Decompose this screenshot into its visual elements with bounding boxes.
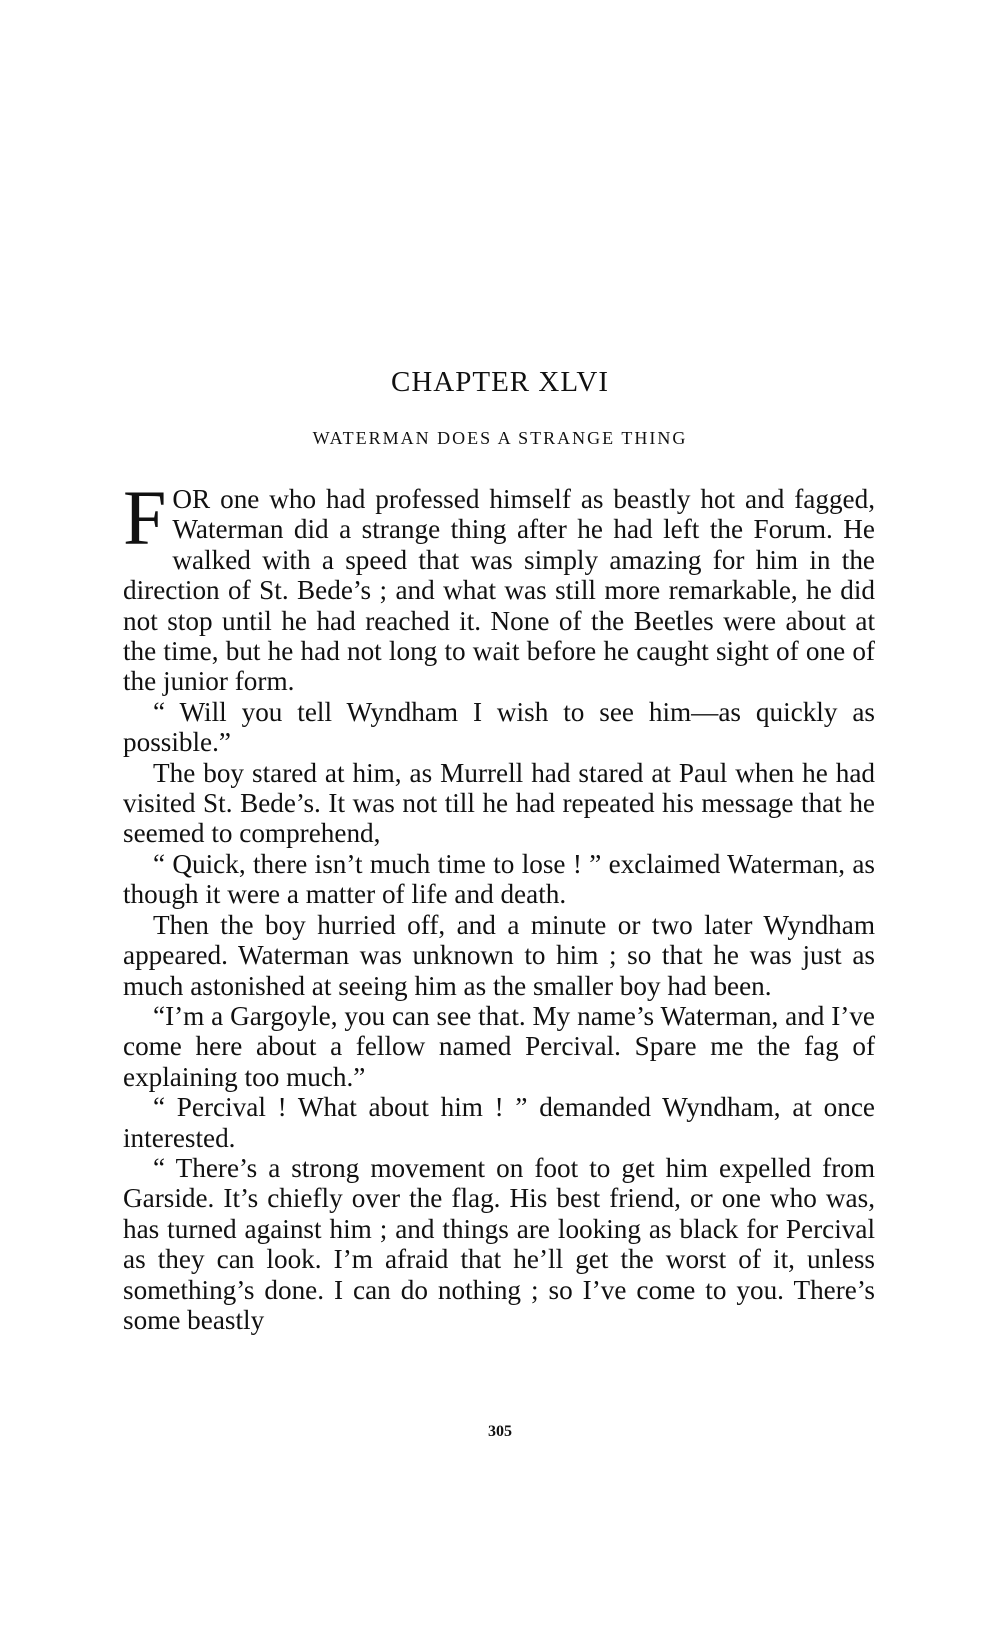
chapter-subtitle: WATERMAN DOES A STRANGE THING [312,428,688,448]
paragraph-text: OR one who had professed himself as beastly hot and fagged, Waterman did a strange thing after he had left the Forum. He walked with a speed that was simply amazing for him in the direction of St. Bede’s ; and what was still more remarkable, he did not stop until he had reached it. None of the Beetles were about at the time, but he had not long to wait before he caught sight of one of the junior form. [123,484,875,697]
paragraph: The boy stared at him, as Murrell had stared at Paul when he had visited St. Bede’s. It was not till he had repeated his message that he seemed to comprehend, [123,757,875,849]
body-text [123,474,875,1335]
page-number: 305 [488,1423,512,1440]
paragraph: “I’m a Gargoyle, you can see that. My name’s Waterman, and I’ve come here about a fellow named Percival. Spare me the fag of explaining too much.” [123,1000,875,1092]
paragraph: “ Percival ! What about him ! ” demanded Wyndham, at once interested. [123,1092,875,1153]
paragraph: “ Will you tell Wyndham I wish to see him—as quickly as possible.” [123,696,875,758]
paragraph: “ Quick, there isn’t much time to lose ! ” exclaimed Waterman, as though it were a matter of life and death. [123,848,875,910]
chapter-title: CHAPTER XLVI [391,366,609,398]
drop-cap: F [123,474,167,561]
paragraph [123,474,875,697]
paragraph: Then the boy hurried off, and a minute or two later Wyndham appeared. Waterman was unknown to him ; so that he was just as much astonished at seeing him as the smaller boy had been. [123,909,875,1001]
paragraph: “ There’s a strong movement on foot to get him expelled from Garside. It’s chiefly over the flag. His best friend, or one who was, has turned against him ; and things are looking as black for Percival as they can look. I’m afraid that he’ll get the worst of it, unless something’s done. I can do nothing ; so I’ve come to you. There’s some beastly [123,1152,875,1335]
